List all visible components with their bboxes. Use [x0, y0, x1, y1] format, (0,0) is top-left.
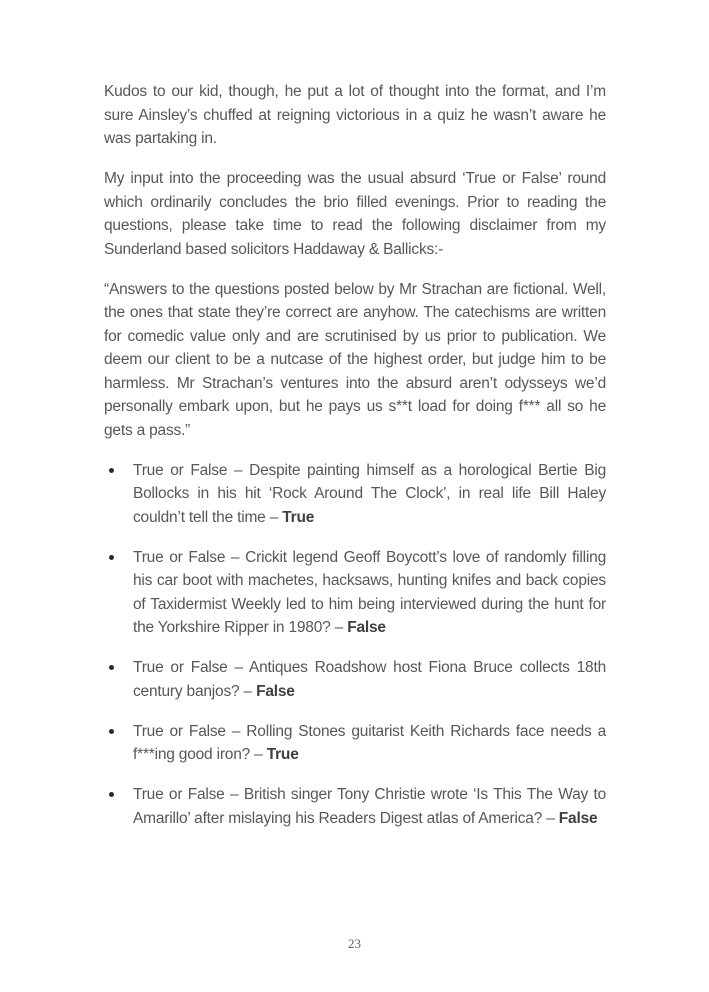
bullet-icon	[109, 468, 114, 473]
quiz-question-item	[104, 546, 606, 640]
bullet-icon	[109, 792, 114, 797]
bullet-icon	[109, 665, 114, 670]
bullet-icon	[109, 729, 114, 734]
paragraph-kudos: Kudos to our kid, though, he put a lot of thought into the format, and I’m sure Ainsley’s chuffed at reigning victorious in a quiz he wasn’t aware he was partaking in.	[104, 83, 606, 147]
page-number: 23	[348, 936, 361, 951]
paragraph-quiz-intro: My input into the proceeding was the usual absurd ‘True or False’ round which ordinarily concludes the brio filled evenings. Prior to reading the questions, please take time to read the following disclaimer from my Sunderland based solicitors Haddaway & Ballicks:-	[104, 170, 606, 258]
question-text: True or False – Antiques Roadshow host Fiona Bruce collects 18th century banjos? –	[133, 659, 606, 700]
quiz-question-item	[104, 783, 606, 830]
question-text: True or False – Rolling Stones guitarist Keith Richards face needs a f***ing good iron? –	[133, 722, 606, 763]
quiz-question-item	[104, 656, 606, 703]
page-content	[104, 80, 606, 847]
question-answer: True	[266, 746, 299, 763]
question-answer: False	[558, 809, 598, 827]
quiz-question-item	[104, 459, 606, 530]
question-text: True or False – Crickit legend Geoff Boycott’s love of randomly filling his car boot with machetes, hacksaws, hunting knifes and back copies of Taxidermist Weekly led to him being interviewed during the hunt for the Yorkshire Ripper in 1980? –	[133, 548, 606, 636]
question-answer: False	[347, 619, 386, 636]
question-text: True or False – Despite painting himself as a horological Bertie Big Bollocks in his hit ‘Rock Around The Clock’, in real life Bill Haley couldn’t tell the time –	[133, 461, 606, 526]
question-answer: False	[256, 682, 295, 700]
question-text: True or False – British singer Tony Christie wrote ‘Is This The Way to Amarillo’ after mislaying his Readers Digest atlas of America? –	[133, 786, 606, 827]
quiz-question-item	[104, 720, 606, 767]
question-answer: True	[282, 508, 315, 526]
paragraph-solicitor-disclaimer: “Answers to the questions posted below by Mr Strachan are fictional. Well, the ones that state they’re correct are anyhow. The catechisms are written for comedic value only and are scrutinised by us prior to publication. We deem our client to be a nutcase of the highest order, but judge him to be harmless. Mr Strachan’s ventures into the absurd aren’t odysseys we’d personally embark upon, but he pays us s**t load for doing f*** all so he gets a pass.”	[104, 280, 606, 439]
bullet-icon	[109, 555, 114, 560]
quiz-list	[104, 459, 606, 831]
